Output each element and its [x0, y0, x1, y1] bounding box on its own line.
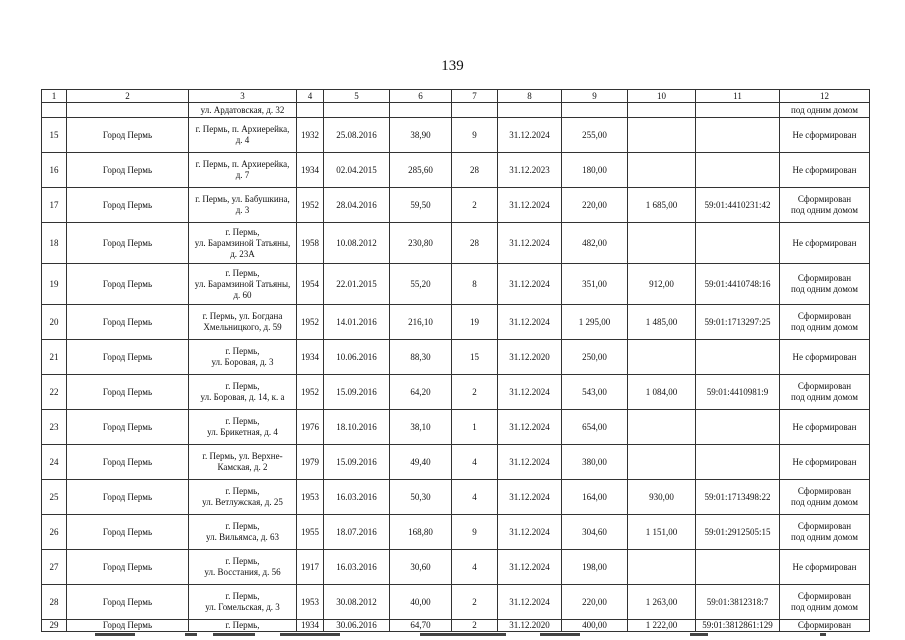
city-cell: Город Пермь: [67, 305, 189, 340]
cost-cell: [628, 550, 696, 585]
table-cell: [297, 103, 324, 118]
deadline-cell: 31.12.2024: [498, 118, 562, 153]
amount-cell: 654,00: [562, 410, 628, 445]
amount-cell: 164,00: [562, 480, 628, 515]
address-line: г. Пермь,: [225, 416, 260, 426]
table-cell: [42, 103, 67, 118]
table-row: [42, 480, 870, 515]
table-row: [42, 550, 870, 585]
cadastral-cell: 59:01:1713297:25: [696, 305, 780, 340]
status-line: Сформирован: [797, 591, 852, 601]
deadline-cell: 31.12.2024: [498, 480, 562, 515]
city-cell: Город Пермь: [67, 118, 189, 153]
address-line: г. Пермь,: [225, 591, 260, 601]
count-cell: 1: [452, 410, 498, 445]
city-cell: Город Пермь: [67, 188, 189, 223]
table-row: [42, 118, 870, 153]
deadline-cell: 31.12.2024: [498, 585, 562, 620]
city-cell: Город Пермь: [67, 223, 189, 264]
date-cell: 18.10.2016: [324, 410, 390, 445]
address-line: ул. Ветлужская, д. 25: [202, 497, 283, 507]
area-cell: 50,30: [390, 480, 452, 515]
address-line: г. Пермь,: [225, 556, 260, 566]
row-number-cell: 18: [42, 223, 67, 264]
address-line: г. Пермь, ул. Богдана: [202, 311, 283, 321]
status-line: Не сформирован: [792, 164, 857, 175]
status-line: под одним домом: [791, 284, 858, 294]
status-cell: [780, 188, 870, 223]
year-cell: 1953: [297, 480, 324, 515]
header-cell: 9: [562, 90, 628, 103]
table-row: [42, 410, 870, 445]
status-line: под одним домом: [791, 532, 858, 542]
header-cell: 11: [696, 90, 780, 103]
deadline-cell: 31.12.2024: [498, 264, 562, 305]
address-line: г. Пермь, п. Архиерейка,: [195, 124, 290, 134]
table-cell: [67, 103, 189, 118]
cadastral-cell: [696, 223, 780, 264]
address-line: г. Пермь,: [225, 486, 260, 496]
address-line: г. Пермь, ул. Бабушкина,: [195, 194, 290, 204]
cadastral-cell: [696, 550, 780, 585]
row-number-cell: 25: [42, 480, 67, 515]
address-line: ул. Гомельская, д. 3: [205, 602, 280, 612]
count-cell: 2: [452, 585, 498, 620]
area-cell: 230,80: [390, 223, 452, 264]
status-line: Не сформирован: [792, 456, 857, 467]
deadline-cell: 31.12.2024: [498, 445, 562, 480]
area-cell: 49,40: [390, 445, 452, 480]
date-cell: 18.07.2016: [324, 515, 390, 550]
status-line: Сформирован: [797, 194, 852, 204]
count-cell: 28: [452, 153, 498, 188]
deadline-cell: 31.12.2024: [498, 515, 562, 550]
address-cell: [189, 515, 297, 550]
scan-artifacts: [0, 633, 905, 640]
amount-cell: 543,00: [562, 375, 628, 410]
table-row: [42, 264, 870, 305]
address-cell: [189, 264, 297, 305]
table-cell: [628, 103, 696, 118]
year-cell: 1934: [297, 620, 324, 632]
year-cell: 1952: [297, 375, 324, 410]
count-cell: 2: [452, 375, 498, 410]
header-cell: 5: [324, 90, 390, 103]
cost-cell: 1 263,00: [628, 585, 696, 620]
row-number-cell: 28: [42, 585, 67, 620]
address-line: г. Пермь,: [225, 267, 260, 278]
cost-cell: [628, 118, 696, 153]
row-number-cell: 16: [42, 153, 67, 188]
address-line: ул. Вильямса, д. 63: [205, 532, 280, 542]
address-line: д. 60: [233, 289, 252, 300]
header-cell: 7: [452, 90, 498, 103]
cost-cell: [628, 340, 696, 375]
address-line: г. Пермь, ул. Верхне-: [202, 451, 283, 461]
city-cell: Город Пермь: [67, 620, 189, 632]
status-line: Сформирован: [797, 521, 852, 531]
table-cell: [390, 103, 452, 118]
address-cell: [189, 480, 297, 515]
table-cell: [498, 103, 562, 118]
table-row: [42, 375, 870, 410]
table-row: [42, 620, 870, 632]
date-cell: 16.03.2016: [324, 550, 390, 585]
row-number-cell: 29: [42, 620, 67, 632]
cadastral-cell: 59:01:2912505:15: [696, 515, 780, 550]
city-cell: Город Пермь: [67, 264, 189, 305]
row-number-cell: 17: [42, 188, 67, 223]
header-cell: 3: [189, 90, 297, 103]
deadline-cell: 31.12.2024: [498, 305, 562, 340]
status-line: под одним домом: [791, 602, 858, 612]
year-cell: 1932: [297, 118, 324, 153]
address-line: ул. Барамзиной Татьяны,: [194, 237, 291, 248]
cost-cell: [628, 223, 696, 264]
cost-cell: [628, 410, 696, 445]
area-cell: 64,70: [390, 620, 452, 632]
city-cell: Город Пермь: [67, 375, 189, 410]
deadline-cell: 31.12.2020: [498, 620, 562, 632]
status-line: Сформирован: [797, 381, 852, 391]
date-cell: 16.03.2016: [324, 480, 390, 515]
cost-cell: 1 084,00: [628, 375, 696, 410]
city-cell: Город Пермь: [67, 585, 189, 620]
city-cell: Город Пермь: [67, 153, 189, 188]
cadastral-cell: 59:01:4410748:16: [696, 264, 780, 305]
address-line: ул. Брикетная, д. 4: [207, 427, 278, 437]
area-cell: 59,50: [390, 188, 452, 223]
area-cell: 168,80: [390, 515, 452, 550]
count-cell: 28: [452, 223, 498, 264]
continuation-row: [42, 103, 870, 118]
header-cell: 12: [780, 90, 870, 103]
year-cell: 1952: [297, 188, 324, 223]
address-line: г. Пермь,: [225, 521, 260, 531]
status-cell: [780, 223, 870, 264]
cadastral-cell: 59:01:1713498:22: [696, 480, 780, 515]
date-cell: 10.06.2016: [324, 340, 390, 375]
status-cell: [780, 264, 870, 305]
header-cell: 10: [628, 90, 696, 103]
row-number-cell: 21: [42, 340, 67, 375]
deadline-cell: 31.12.2024: [498, 410, 562, 445]
count-cell: 4: [452, 550, 498, 585]
date-cell: 22.01.2015: [324, 264, 390, 305]
table-cell: [696, 103, 780, 118]
count-cell: 9: [452, 515, 498, 550]
amount-cell: 220,00: [562, 585, 628, 620]
status-line: Сформирован: [797, 273, 852, 283]
count-cell: 2: [452, 188, 498, 223]
address-cell: [189, 188, 297, 223]
header-cell: 1: [42, 90, 67, 103]
year-cell: 1979: [297, 445, 324, 480]
header-cell: 8: [498, 90, 562, 103]
count-cell: 19: [452, 305, 498, 340]
count-cell: 4: [452, 445, 498, 480]
table-cell: [562, 103, 628, 118]
cost-cell: 1 685,00: [628, 188, 696, 223]
count-cell: 9: [452, 118, 498, 153]
city-cell: Город Пермь: [67, 340, 189, 375]
address-line: г. Пермь,: [225, 381, 260, 391]
cadastral-cell: 59:01:3812861:129: [696, 620, 780, 632]
status-cell: [780, 153, 870, 188]
table-row: [42, 223, 870, 264]
city-cell: Город Пермь: [67, 515, 189, 550]
address-line: ул. Барамзиной Татьяны,: [194, 278, 291, 289]
status-cell: [780, 445, 870, 480]
cost-cell: 1 151,00: [628, 515, 696, 550]
cadastral-cell: [696, 340, 780, 375]
deadline-cell: 31.12.2024: [498, 223, 562, 264]
amount-cell: 250,00: [562, 340, 628, 375]
status-line: Не сформирован: [792, 237, 857, 248]
address-cell: [189, 410, 297, 445]
address-line: д. 4: [235, 135, 250, 145]
header-row: [42, 90, 870, 103]
year-cell: 1952: [297, 305, 324, 340]
deadline-cell: 31.12.2020: [498, 340, 562, 375]
table-row: [42, 188, 870, 223]
status-line: Не сформирован: [792, 129, 857, 140]
status-line: под одним домом: [791, 205, 858, 215]
cadastral-cell: [696, 445, 780, 480]
cadastral-cell: [696, 410, 780, 445]
count-cell: 15: [452, 340, 498, 375]
count-cell: 4: [452, 480, 498, 515]
date-cell: 10.08.2012: [324, 223, 390, 264]
cadastral-cell: [696, 118, 780, 153]
status-line: Сформирован: [797, 486, 852, 496]
area-cell: 30,60: [390, 550, 452, 585]
date-cell: 15.09.2016: [324, 375, 390, 410]
status-cell: [780, 585, 870, 620]
city-cell: Город Пермь: [67, 445, 189, 480]
status-cell: под одним домом: [780, 103, 870, 118]
table-cell: [452, 103, 498, 118]
address-line: Камская, д. 2: [217, 462, 268, 472]
amount-cell: 180,00: [562, 153, 628, 188]
status-cell: Сформирован: [780, 620, 870, 632]
cost-cell: 1 222,00: [628, 620, 696, 632]
address-line: д. 23А: [230, 248, 255, 259]
count-cell: 2: [452, 620, 498, 632]
year-cell: 1917: [297, 550, 324, 585]
address-cell: [189, 550, 297, 585]
row-number-cell: 15: [42, 118, 67, 153]
area-cell: 285,60: [390, 153, 452, 188]
date-cell: 14.01.2016: [324, 305, 390, 340]
area-cell: 55,20: [390, 264, 452, 305]
address-cell: г. Пермь,: [189, 620, 297, 632]
date-cell: 30.08.2012: [324, 585, 390, 620]
housing-registry-table: [41, 89, 870, 632]
table-row: [42, 445, 870, 480]
status-line: Не сформирован: [792, 561, 857, 572]
cadastral-cell: 59:01:3812318:7: [696, 585, 780, 620]
area-cell: 38,90: [390, 118, 452, 153]
address-cell: [189, 223, 297, 264]
cost-cell: 1 485,00: [628, 305, 696, 340]
status-cell: [780, 340, 870, 375]
address-cell: [189, 305, 297, 340]
header-cell: 4: [297, 90, 324, 103]
cadastral-cell: [696, 153, 780, 188]
amount-cell: 198,00: [562, 550, 628, 585]
address-line: ул. Боровая, д. 14, к. а: [200, 392, 285, 402]
amount-cell: 304,60: [562, 515, 628, 550]
deadline-cell: 31.12.2024: [498, 375, 562, 410]
area-cell: 40,00: [390, 585, 452, 620]
amount-cell: 400,00: [562, 620, 628, 632]
address-cell: ул. Ардатовская, д. 32: [189, 103, 297, 118]
status-line: Не сформирован: [792, 421, 857, 432]
table-row: [42, 305, 870, 340]
status-cell: [780, 305, 870, 340]
table-row: [42, 340, 870, 375]
status-cell: [780, 550, 870, 585]
date-cell: 28.04.2016: [324, 188, 390, 223]
status-cell: [780, 118, 870, 153]
status-cell: [780, 480, 870, 515]
row-number-cell: 20: [42, 305, 67, 340]
year-cell: 1976: [297, 410, 324, 445]
page-number: 139: [441, 58, 464, 74]
cost-cell: [628, 153, 696, 188]
status-line: под одним домом: [791, 322, 858, 332]
row-number-cell: 27: [42, 550, 67, 585]
cost-cell: [628, 445, 696, 480]
cost-cell: 912,00: [628, 264, 696, 305]
address-cell: [189, 585, 297, 620]
address-cell: [189, 340, 297, 375]
area-cell: 88,30: [390, 340, 452, 375]
status-cell: [780, 515, 870, 550]
date-cell: 15.09.2016: [324, 445, 390, 480]
address-cell: [189, 445, 297, 480]
address-line: Хмельницкого, д. 59: [203, 322, 282, 332]
status-line: Сформирован: [797, 311, 852, 321]
address-line: г. Пермь, п. Архиерейка,: [195, 159, 290, 169]
address-line: г. Пермь,: [225, 346, 260, 356]
status-cell: [780, 410, 870, 445]
table-row: [42, 515, 870, 550]
header-cell: 2: [67, 90, 189, 103]
address-cell: [189, 153, 297, 188]
year-cell: 1934: [297, 340, 324, 375]
status-cell: [780, 375, 870, 410]
year-cell: 1934: [297, 153, 324, 188]
row-number-cell: 19: [42, 264, 67, 305]
date-cell: 30.06.2016: [324, 620, 390, 632]
area-cell: 38,10: [390, 410, 452, 445]
address-line: ул. Восстания, д. 56: [204, 567, 281, 577]
amount-cell: 351,00: [562, 264, 628, 305]
amount-cell: 220,00: [562, 188, 628, 223]
table-cell: [324, 103, 390, 118]
table-row: [42, 585, 870, 620]
count-cell: 8: [452, 264, 498, 305]
area-cell: 216,10: [390, 305, 452, 340]
amount-cell: 1 295,00: [562, 305, 628, 340]
status-line: Не сформирован: [792, 351, 857, 362]
deadline-cell: 31.12.2023: [498, 153, 562, 188]
row-number-cell: 26: [42, 515, 67, 550]
address-line: ул. Боровая, д. 3: [211, 357, 274, 367]
amount-cell: 255,00: [562, 118, 628, 153]
address-line: д. 7: [235, 170, 250, 180]
year-cell: 1953: [297, 585, 324, 620]
city-cell: Город Пермь: [67, 410, 189, 445]
address-cell: [189, 118, 297, 153]
area-cell: 64,20: [390, 375, 452, 410]
deadline-cell: 31.12.2024: [498, 550, 562, 585]
row-number-cell: 22: [42, 375, 67, 410]
amount-cell: 482,00: [562, 223, 628, 264]
cadastral-cell: 59:01:4410981:9: [696, 375, 780, 410]
date-cell: 02.04.2015: [324, 153, 390, 188]
status-line: под одним домом: [791, 497, 858, 507]
city-cell: Город Пермь: [67, 480, 189, 515]
date-cell: 25.08.2016: [324, 118, 390, 153]
address-cell: [189, 375, 297, 410]
address-line: д. 3: [235, 205, 250, 215]
year-cell: 1958: [297, 223, 324, 264]
amount-cell: 380,00: [562, 445, 628, 480]
status-line: под одним домом: [791, 392, 858, 402]
cost-cell: 930,00: [628, 480, 696, 515]
table-row: [42, 153, 870, 188]
deadline-cell: 31.12.2024: [498, 188, 562, 223]
address-line: г. Пермь,: [225, 226, 260, 237]
row-number-cell: 24: [42, 445, 67, 480]
header-cell: 6: [390, 90, 452, 103]
city-cell: Город Пермь: [67, 550, 189, 585]
row-number-cell: 23: [42, 410, 67, 445]
cadastral-cell: 59:01:4410231:42: [696, 188, 780, 223]
year-cell: 1955: [297, 515, 324, 550]
year-cell: 1954: [297, 264, 324, 305]
